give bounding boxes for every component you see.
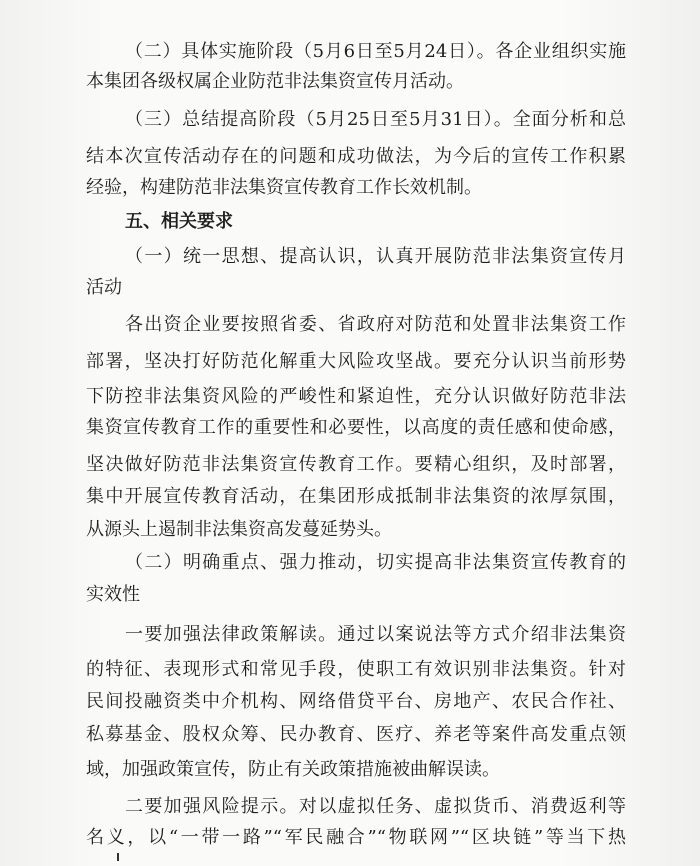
text-line: 私募基金、股权众筹、民办教育、医疗、养老等案件高发重点领 (86, 724, 626, 745)
text-line: 域，加强政策宣传，防止有关政策措施被曲解误读。 (86, 759, 500, 780)
text-line: （三）总结提高阶段（5月25日至5月31日）。全面分析和总 (125, 109, 626, 130)
text-line: 民间投融资类中介机构、网络借贷平台、房地产、农民合作社、 (86, 691, 626, 712)
text-line: 一要加强法律政策解读。通过以案说法等方式介绍非法集资 (125, 624, 626, 645)
section-heading: 五、相关要求 (125, 211, 233, 232)
text-line: 活动 (86, 277, 122, 298)
text-line: 本集团各级权属企业防范非法集资宣传月活动。 (86, 71, 464, 92)
scan-mark (117, 853, 119, 861)
text-line: 二要加强风险提示。对以虚拟任务、虚拟货币、消费返利等 (125, 796, 626, 817)
text-line: 结本次宣传活动存在的问题和成功做法，为今后的宣传工作积累 (86, 146, 626, 167)
text-line: 下防控非法集资风险的严峻性和紧迫性，充分认识做好防范非法 (86, 386, 626, 407)
text-line: 实效性 (86, 584, 140, 605)
text-line: 各出资企业要按照省委、省政府对防范和处置非法集资工作 (125, 314, 626, 335)
text-line: 从源头上遏制非法集资高发蔓延势头。 (86, 519, 392, 540)
text-line: 集资宣传教育工作的重要性和必要性，以高度的责任感和使命感， (86, 417, 626, 438)
text-line: （二）明确重点、强力推动，切实提高非法集资宣传教育的 (125, 552, 626, 573)
text-line: 的特征、表现形式和常见手段，使职工有效识别非法集资。针对 (86, 659, 626, 680)
text-line: （二）具体实施阶段（5月6日至5月24日）。各企业组织实施 (125, 41, 626, 62)
text-line: 经验，构建防范非法集资宣传教育工作长效机制。 (86, 177, 482, 198)
text-line: 名义，以“一带一路”“军民融合”“物联网”“区块链”等当下热 (86, 827, 626, 848)
text-line: （一）统一思想、提高认识，认真开展防范非法集资宣传月 (125, 246, 626, 267)
text-line: 坚决做好防范非法集资宣传教育工作。要精心组织，及时部署， (86, 454, 626, 475)
text-line: 集中开展宣传教育活动，在集团形成抵制非法集资的浓厚氛围， (86, 486, 626, 507)
text-line: 部署，坚决打好防范化解重大风险攻坚战。要充分认识当前形势 (86, 351, 626, 372)
